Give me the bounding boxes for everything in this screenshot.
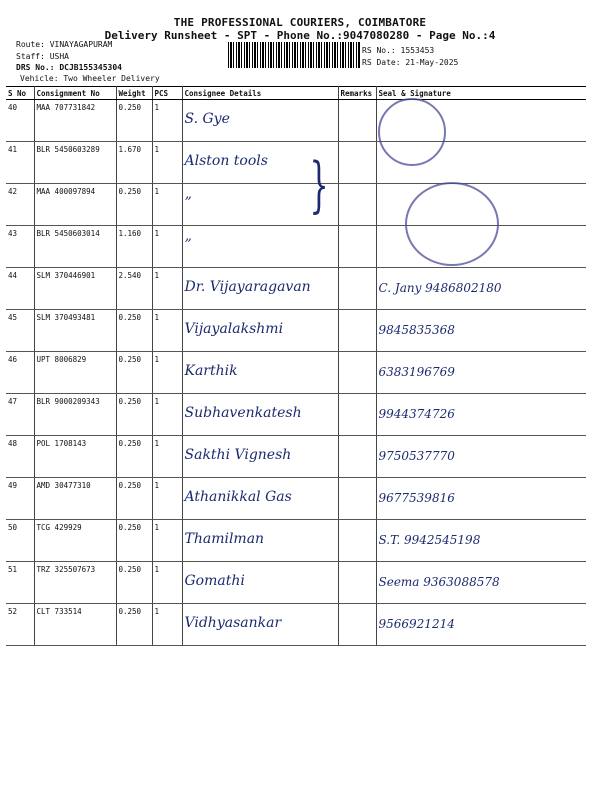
col-header-pcs: PCS (152, 87, 182, 100)
cell-weight-text: 1.670 (118, 145, 142, 154)
cell-remarks (338, 394, 376, 436)
cell-consignee (182, 394, 338, 436)
cell-sno-text: 49 (8, 481, 18, 490)
cell-consignee-text: ” (184, 237, 192, 253)
cell-weight (116, 142, 152, 184)
cell-sno (6, 436, 34, 478)
cell-pcs-text: 1 (154, 229, 160, 238)
cell-signature (376, 436, 586, 478)
cell-sno (6, 604, 34, 646)
cell-consignee-text: Thamilman (184, 531, 265, 547)
cell-sno-text: 40 (8, 103, 18, 112)
cell-consignment-no-text: POL 1708143 (36, 439, 87, 448)
cell-consignment-no-text: TRZ 325507673 (36, 565, 96, 574)
cell-sno (6, 268, 34, 310)
cell-consignment-no (34, 478, 116, 520)
cell-sno-text: 43 (8, 229, 18, 238)
cell-consignee (182, 478, 338, 520)
cell-pcs-text: 1 (154, 145, 160, 154)
cell-pcs-text: 1 (154, 565, 160, 574)
runsheet-subtitle: Delivery Runsheet - SPT - Phone No.:9047080280 - Page No.:4 (104, 29, 496, 42)
cell-consignment-no-text: AMD 30477310 (36, 481, 91, 490)
cell-weight (116, 478, 152, 520)
table-row (6, 184, 586, 226)
cell-signature-text: C. Jany 9486802180 (378, 281, 502, 295)
cell-consignment-no-text: BLR 5450603014 (36, 229, 100, 238)
cell-consignee-text: Vidhyasankar (184, 615, 282, 631)
cell-consignee-text: Subhavenkatesh (184, 405, 302, 421)
table-row (6, 436, 586, 478)
cell-pcs-text: 1 (154, 439, 160, 448)
cell-consignment-no (34, 100, 116, 142)
cell-sno (6, 100, 34, 142)
table-row (6, 478, 586, 520)
cell-consignment-no-text: UPT 8006829 (36, 355, 87, 364)
cell-consignment-no (34, 226, 116, 268)
cell-sno-text: 52 (8, 607, 18, 616)
cell-remarks (338, 478, 376, 520)
cell-consignment-no-text: SLM 370446901 (36, 271, 96, 280)
cell-remarks (338, 184, 376, 226)
cell-consignment-no (34, 520, 116, 562)
cell-sno (6, 226, 34, 268)
cell-weight-text: 1.160 (118, 229, 142, 238)
vehicle-label: Vehicle: Two Wheeler Delivery (20, 74, 160, 83)
cell-sno (6, 142, 34, 184)
cell-remarks (338, 604, 376, 646)
cell-pcs (152, 226, 182, 268)
cell-consignee-text: Sakthi Vignesh (184, 447, 292, 463)
cell-consignee (182, 436, 338, 478)
cell-consignee-text: Gomathi (184, 573, 245, 589)
cell-weight-text: 0.250 (118, 607, 142, 616)
cell-weight-text: 0.250 (118, 397, 142, 406)
cell-signature (376, 394, 586, 436)
cell-sno (6, 520, 34, 562)
cell-remarks (338, 520, 376, 562)
cell-weight-text: 0.250 (118, 187, 142, 196)
cell-signature (376, 310, 586, 352)
cell-pcs-text: 1 (154, 355, 160, 364)
cell-consignee-text: S. Gye (184, 111, 230, 127)
cell-weight (116, 310, 152, 352)
cell-weight-text: 0.250 (118, 523, 142, 532)
cell-weight-text: 2.540 (118, 271, 142, 280)
cell-pcs (152, 604, 182, 646)
runsheet-company-title: THE PROFESSIONAL COURIERS, COIMBATORE (173, 16, 427, 29)
cell-weight-text: 0.250 (118, 355, 142, 364)
cell-consignee (182, 352, 338, 394)
cell-consignee-text: Vijayalakshmi (184, 321, 284, 337)
cell-consignment-no (34, 268, 116, 310)
cell-pcs (152, 478, 182, 520)
drs-number: DRS No.: DCJB155345304 (16, 63, 122, 72)
cell-weight (116, 184, 152, 226)
cell-consignment-no (34, 436, 116, 478)
cell-sno-text: 45 (8, 313, 18, 322)
staff-label: Staff: USHA (16, 52, 69, 61)
company-seal-stamp (378, 98, 446, 166)
cell-sno-text: 46 (8, 355, 18, 364)
cell-consignee (182, 604, 338, 646)
cell-remarks (338, 268, 376, 310)
cell-signature-text: 6383196769 (378, 365, 455, 379)
cell-pcs (152, 562, 182, 604)
cell-pcs-text: 1 (154, 313, 160, 322)
cell-remarks (338, 310, 376, 352)
cell-pcs (152, 184, 182, 226)
cell-pcs-text: 1 (154, 103, 160, 112)
cell-consignee (182, 100, 338, 142)
cell-weight-text: 0.250 (118, 481, 142, 490)
cell-consignment-no (34, 310, 116, 352)
col-header-sno: S No (6, 87, 34, 100)
cell-pcs-text: 1 (154, 607, 160, 616)
cell-sno-text: 44 (8, 271, 18, 280)
cell-consignment-no-text: TCG 429929 (36, 523, 82, 532)
cell-sno (6, 478, 34, 520)
cell-signature (376, 352, 586, 394)
table-header-row (6, 87, 586, 100)
cell-signature (376, 478, 586, 520)
cell-consignee (182, 562, 338, 604)
cell-weight (116, 268, 152, 310)
cell-consignment-no-text: CLT 733514 (36, 607, 82, 616)
cell-signature (376, 604, 586, 646)
cell-weight-text: 0.250 (118, 565, 142, 574)
cell-pcs (152, 520, 182, 562)
cell-pcs-text: 1 (154, 481, 160, 490)
cell-consignee-text: Athanikkal Gas (184, 489, 292, 505)
cell-pcs-text: 1 (154, 187, 160, 196)
cell-weight (116, 562, 152, 604)
cell-consignee-text: Karthik (184, 363, 238, 379)
cell-pcs (152, 352, 182, 394)
cell-pcs (152, 142, 182, 184)
cell-pcs (152, 310, 182, 352)
cell-remarks (338, 436, 376, 478)
cell-weight (116, 100, 152, 142)
col-header-signature: Seal & Signature (376, 87, 586, 100)
col-header-weight: Weight (116, 87, 152, 100)
cell-sno-text: 48 (8, 439, 18, 448)
cell-remarks (338, 226, 376, 268)
cell-sno (6, 184, 34, 226)
cell-signature-text: Seema 9363088578 (378, 575, 500, 589)
cell-pcs (152, 268, 182, 310)
grouping-brace: } (309, 150, 329, 220)
cell-sno-text: 42 (8, 187, 18, 196)
col-header-consignee: Consignee Details (182, 87, 338, 100)
cell-sno-text: 41 (8, 145, 18, 154)
cell-pcs-text: 1 (154, 271, 160, 280)
cell-pcs-text: 1 (154, 523, 160, 532)
cell-signature (376, 562, 586, 604)
cell-consignment-no-text: BLR 5450603289 (36, 145, 100, 154)
table-row (6, 562, 586, 604)
cell-consignee (182, 268, 338, 310)
cell-signature (376, 268, 586, 310)
cell-pcs (152, 436, 182, 478)
cell-signature-text: 9566921214 (378, 617, 455, 631)
cell-pcs-text: 1 (154, 397, 160, 406)
table-row (6, 142, 586, 184)
table-row (6, 394, 586, 436)
table-row (6, 604, 586, 646)
cell-weight (116, 352, 152, 394)
cell-signature-text: 9677539816 (378, 491, 455, 505)
table-row (6, 100, 586, 142)
table-row (6, 352, 586, 394)
table-row (6, 520, 586, 562)
cell-signature-text: 9750537770 (378, 449, 455, 463)
cell-consignment-no-text: SLM 370493481 (36, 313, 96, 322)
table-row (6, 226, 586, 268)
cell-pcs (152, 394, 182, 436)
cell-weight (116, 520, 152, 562)
col-header-consignment: Consignment No (34, 87, 116, 100)
cell-consignment-no (34, 142, 116, 184)
cell-consignee (182, 310, 338, 352)
cell-consignment-no (34, 352, 116, 394)
cell-consignment-no (34, 604, 116, 646)
cell-consignment-no-text: MAA 400097894 (36, 187, 96, 196)
cell-consignment-no (34, 394, 116, 436)
cell-weight (116, 436, 152, 478)
cell-weight (116, 604, 152, 646)
cell-consignee-text: Alston tools (184, 153, 268, 169)
cell-weight (116, 226, 152, 268)
cell-sno (6, 394, 34, 436)
rs-number: RS No.: 1553453 (362, 46, 435, 55)
cell-sno (6, 352, 34, 394)
cell-signature-text: S.T. 9942545198 (378, 533, 481, 547)
cell-consignment-no (34, 184, 116, 226)
table-row (6, 310, 586, 352)
cell-remarks (338, 100, 376, 142)
cell-pcs (152, 100, 182, 142)
cell-sno-text: 51 (8, 565, 18, 574)
cell-consignee-text: ” (184, 195, 192, 211)
cell-weight (116, 394, 152, 436)
cell-consignment-no-text: MAA 707731842 (36, 103, 96, 112)
cell-consignment-no-text: BLR 9000209343 (36, 397, 100, 406)
cell-signature (376, 520, 586, 562)
barcode (228, 42, 360, 68)
table-row (6, 268, 586, 310)
cell-sno (6, 562, 34, 604)
cell-remarks (338, 562, 376, 604)
cell-consignee (182, 520, 338, 562)
cell-consignee (182, 226, 338, 268)
cell-weight-text: 0.250 (118, 103, 142, 112)
cell-weight-text: 0.250 (118, 439, 142, 448)
cell-remarks (338, 142, 376, 184)
runsheet-table (6, 86, 586, 646)
cell-consignee-text: Dr. Vijayaragavan (184, 279, 311, 295)
cell-remarks (338, 352, 376, 394)
cell-signature-text: 9845835368 (378, 323, 455, 337)
route-label: Route: VINAYAGAPURAM (16, 40, 113, 49)
cell-weight-text: 0.250 (118, 313, 142, 322)
cell-signature-text: 9944374726 (378, 407, 455, 421)
rs-date: RS Date: 21-May-2025 (362, 58, 459, 67)
col-header-remarks: Remarks (338, 87, 376, 100)
alston-tools-seal-stamp (405, 182, 499, 266)
cell-sno-text: 47 (8, 397, 18, 406)
cell-sno (6, 310, 34, 352)
cell-sno-text: 50 (8, 523, 18, 532)
cell-consignment-no (34, 562, 116, 604)
